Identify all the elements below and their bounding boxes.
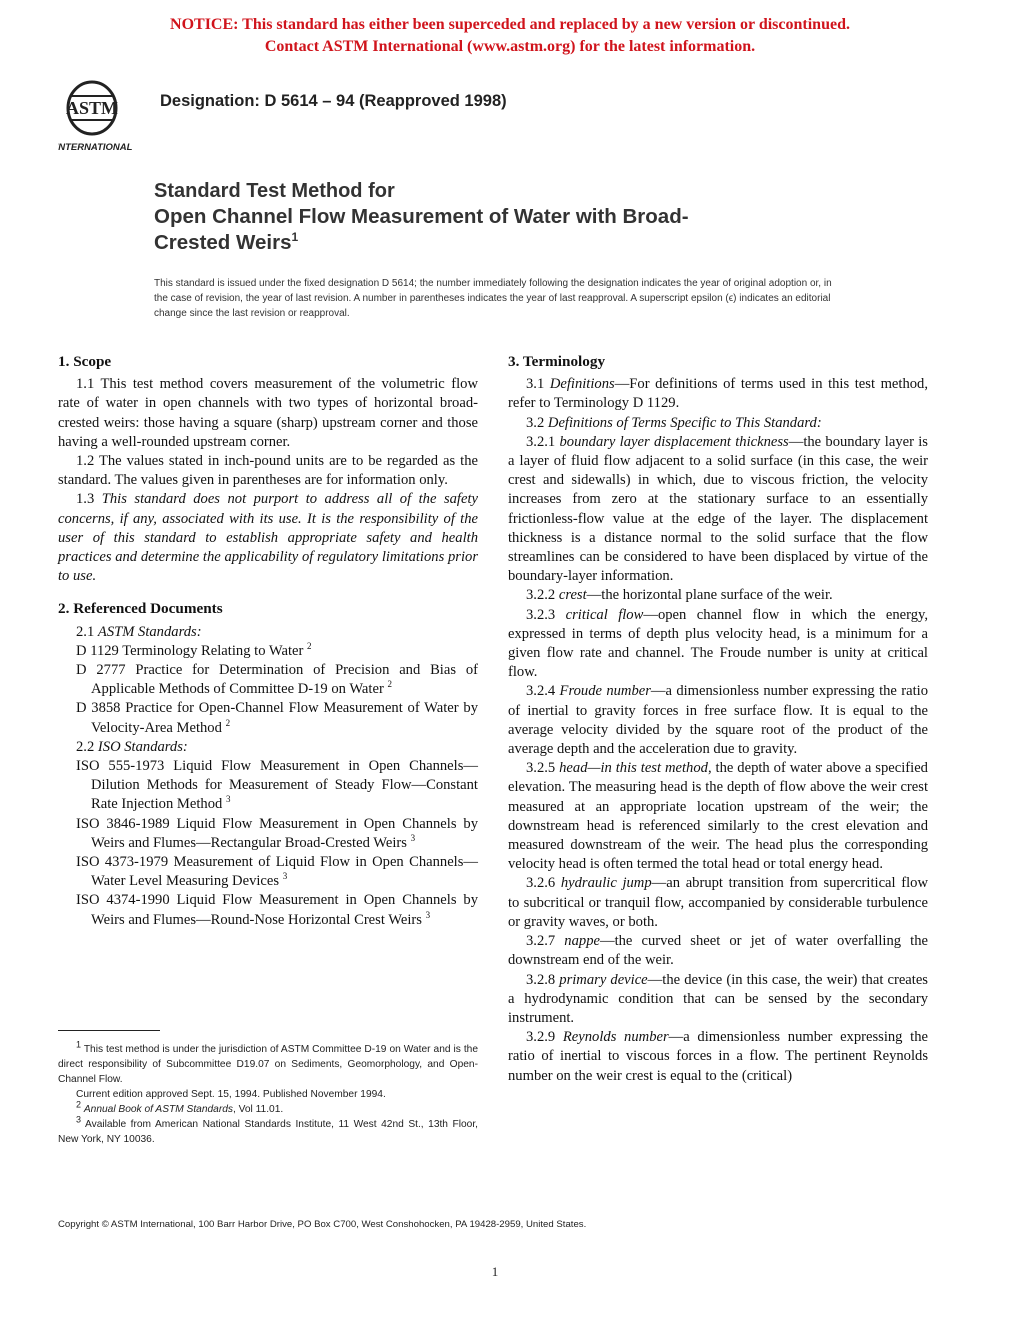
- def-hydraulic-jump: 3.2.6 hydraulic jump—an abrupt transition from supercritical flow to subcritical or tranquil flow, accompanied by considerable turbulence or gravity waves, or both.: [508, 875, 928, 930]
- footnote-divider: [58, 1030, 160, 1031]
- term-3-1: 3.1 Definitions—For definitions of terms used in this test method, refer to Terminology D 1129.: [508, 376, 928, 412]
- title-footnote-ref: 1: [291, 230, 299, 245]
- title-line-1: Standard Test Method for: [154, 180, 395, 202]
- title-line-3: Crested Weirs: [154, 231, 292, 254]
- logo-letters: ASTM: [65, 98, 119, 118]
- ref-d2777: D 2777 Practice for Determination of Precision and Bias of Applicable Methods of Committee D-19 on Water $^2$: [76, 662, 478, 698]
- astm-standards-label: 2.1 ASTM Standards:: [76, 623, 202, 640]
- title-line-2: Open Channel Flow Measurement of Water with Broad-: [154, 205, 689, 228]
- scope-heading: 1. Scope: [58, 353, 112, 370]
- terminology-heading: 3. Terminology: [508, 353, 606, 370]
- logo-subtext: INTERNATIONAL: [58, 142, 133, 153]
- footnote-1b: Current edition approved Sept. 15, 1994. Published November 1994.: [76, 1089, 386, 1100]
- scope-1-3: 1.3 This standard does not purport to address all of the safety concerns, if any, associated with its use. It is the responsibility of the user of this standard to establish appropriate safety and health practices and determine the applicability of regulatory limitations prior to use.: [58, 491, 478, 585]
- def-head: 3.2.5 head—in this test method, the depth of water above a specified elevation. The measuring head is the depth of flow above the weir crest measured at an appropriate location upstream of the weir; the downstream head is referenced similarly to the crest elevation and measured downstream of the weir. The head plus the corresponding velocity head is often termed the total head or total energy head.: [508, 760, 928, 873]
- scope-1-2: 1.2 The values stated in inch-pound units are to be regarded as the standard. The values given in parentheses are for information only.: [58, 453, 478, 489]
- footnote-3: $^3$ Available from American National Standards Institute, 11 West 42nd St., 13th Floor, New York, NY 10036.: [58, 1114, 478, 1145]
- def-crest: 3.2.2 crest—the horizontal plane surface of the weir.: [526, 587, 833, 604]
- def-froude-number: 3.2.4 Froude number—a dimensionless number expressing the ratio of inertial to gravity forces in free surface flow. It is equal to the average velocity divided by the square root of the product of the average depth and the acceleration due to gravity.: [508, 683, 928, 758]
- designation: Designation: D 5614 – 94 (Reapproved 1998): [160, 92, 507, 110]
- term-3-2: 3.2 Definitions of Terms Specific to This Standard:: [526, 414, 822, 431]
- scope-1-1: 1.1 This test method covers measurement of the volumetric flow rate of water in open channels with two types of horizontal broad-crested weirs: those having a square (sharp) upstream corner and those having a well-rounded upstream corner.: [58, 376, 478, 450]
- ref-iso-3846: ISO 3846-1989 Liquid Flow Measurement in Open Channels by Weirs and Flumes—Rectangular Broad-Crested Weirs $^3$: [76, 815, 478, 851]
- ref-d1129: D 1129 Terminology Relating to Water $^2$: [76, 640, 312, 659]
- footnote-2: $^2$ Annual Book of ASTM Standards, Vol 11.01.: [76, 1099, 284, 1115]
- def-nappe: 3.2.7 nappe—the curved sheet or jet of water overfalling the downstream end of the weir.: [508, 933, 929, 969]
- page-number: 1: [491, 1264, 499, 1279]
- ref-iso-555: ISO 555-1973 Liquid Flow Measurement in Open Channels—Dilution Methods for Measurement of Steady Flow—Constant Rate Injection Method $^3$: [76, 758, 478, 813]
- footnotes: [58, 1039, 478, 1147]
- issuance-note: This standard is issued under the fixed designation D 5614; the number immediately following the designation indicates the year of original adoption or, in the case of revision, the year of last revision. A number in parentheses indicates the year of last reapproval. A superscript epsilon (ϵ) indicates an editorial change since the last revision or reapproval.: [154, 278, 832, 319]
- notice-banner: [0, 14, 1020, 58]
- notice-line-1: NOTICE: This standard has either been superceded and replaced by a new version or discontinued.: [170, 16, 850, 33]
- copyright: Copyright © ASTM International, 100 Barr Harbor Drive, PO Box C700, West Conshohocken, PA 19428-2959, United States.: [58, 1219, 587, 1230]
- ref-d3858: D 3858 Practice for Open-Channel Flow Measurement of Water by Velocity-Area Method $^2$: [76, 700, 478, 736]
- def-critical-flow: 3.2.3 critical flow—open channel flow in which the energy, expressed in terms of depth plus velocity head, is a minimum for a given flow rate and channel. The Froude number is unity at critical flow.: [508, 606, 928, 681]
- footnote-1: $^1$ This test method is under the jurisdiction of ASTM Committee D-19 on Water and is the direct responsibility of Subcommittee D19.07 on Sediments, Geomorphology, and Open-Channel Flow.: [58, 1039, 478, 1085]
- def-reynolds-number: 3.2.9 Reynolds number—a dimensionless number expressing the ratio of inertial to viscous forces in a flow. The pertinent Reynolds number on the weir crest is equal to the (critical): [508, 1029, 928, 1084]
- right-column: [508, 352, 928, 1086]
- left-column: [58, 352, 478, 930]
- def-boundary-layer: 3.2.1 boundary layer displacement thickness—the boundary layer is a layer of fluid flow adjacent to a solid surface (in this case, the weir crest and sidewalls) in which, due to viscous friction, the velocity increases from zero at the stationary surface to an essentially frictionless-flow value at the edge of the layer. The displacement thickness is a distance normal to the solid surface that the flow streamlines can be considered to have been displaced by virtue of the boundary-layer information.: [508, 433, 928, 585]
- ref-iso-4373: ISO 4373-1979 Measurement of Liquid Flow in Open Channels—Water Level Measuring Devices $^3$: [76, 854, 478, 890]
- ref-iso-4374: ISO 4374-1990 Liquid Flow Measurement in Open Channels by Weirs and Flumes—Round-Nose Horizontal Crest Weirs $^3$: [76, 892, 478, 928]
- iso-standards-label: 2.2 ISO Standards:: [76, 738, 188, 755]
- document-title: [154, 178, 854, 256]
- def-primary-device: 3.2.8 primary device—the device (in this case, the weir) that creates a hydrodynamic condition that can be sensed by the secondary instrument.: [508, 971, 928, 1026]
- astm-logo: [58, 76, 148, 154]
- notice-line-2: Contact ASTM International (www.astm.org) for the latest information.: [264, 38, 756, 55]
- refdocs-heading: 2. Referenced Documents: [58, 600, 223, 618]
- astm-logo-icon: [58, 76, 148, 154]
